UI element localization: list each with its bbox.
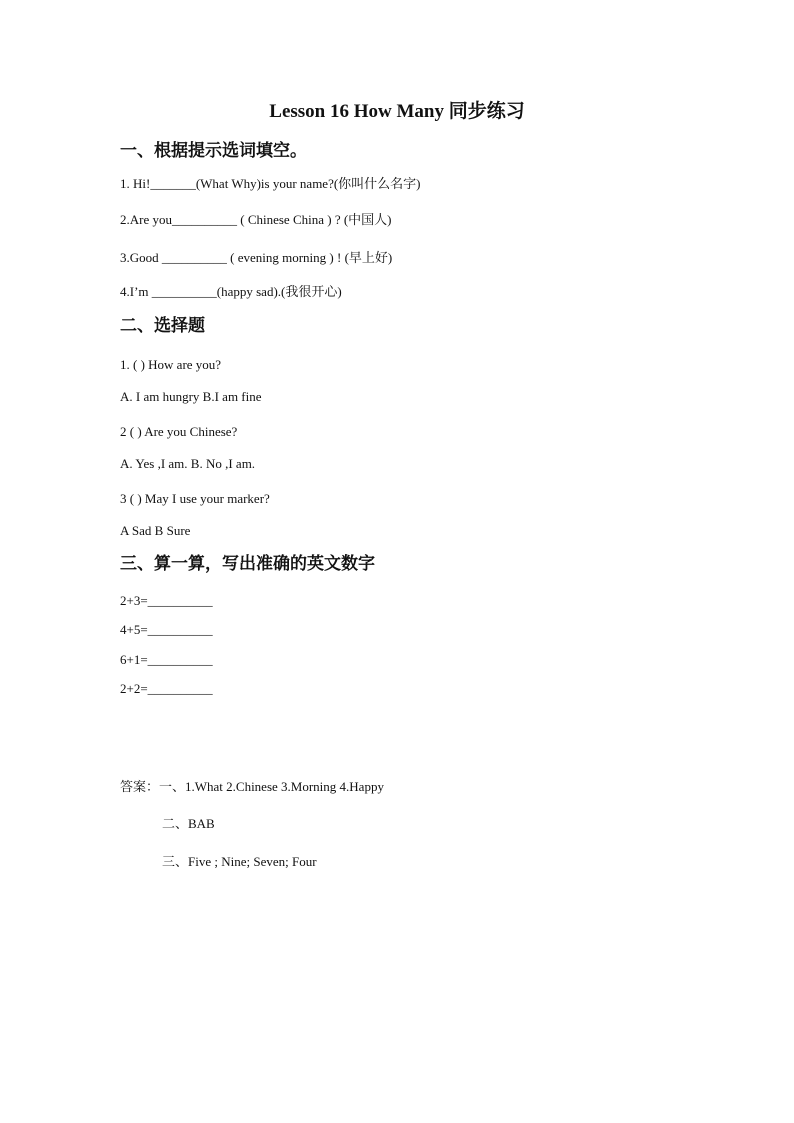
question-1-4: 4.I’m __________(happy sad).(我很开心) xyxy=(120,284,342,299)
question-1-2: 2.Are you__________ ( Chinese China ) ? (中国人) xyxy=(120,212,392,227)
answer-line-2: 二、BAB xyxy=(162,816,215,831)
answer-line-3: 三、Five ; Nine; Seven; Four xyxy=(162,854,317,869)
page-title: Lesson 16 How Many 同步练习 xyxy=(269,101,525,122)
math-3: 6+1=__________ xyxy=(120,652,213,667)
question-2-1-options: A. I am hungry B.I am fine xyxy=(120,389,262,404)
section-2-heading: 二、选择题 xyxy=(120,316,205,335)
section-3-heading: 三、算一算，写出准确的英文数字 xyxy=(120,554,375,573)
math-2: 4+5=__________ xyxy=(120,622,213,637)
question-2-1: 1. ( ) How are you? xyxy=(120,357,222,372)
question-2-3: 3 ( ) May I use your marker? xyxy=(120,491,270,506)
math-4: 2+2=__________ xyxy=(120,681,213,696)
question-2-2: 2 ( ) Are you Chinese? xyxy=(120,424,238,439)
answer-line-1: 答案：一、1.What 2.Chinese 3.Morning 4.Happy xyxy=(120,779,384,794)
math-1: 2+3=__________ xyxy=(120,593,213,608)
question-2-3-options: A Sad B Sure xyxy=(120,523,191,538)
question-1-1: 1. Hi!_______(What Why)is your name?(你叫什么名字) xyxy=(120,176,421,191)
question-2-2-options: A. Yes ,I am. B. No ,I am. xyxy=(120,456,256,471)
question-1-3: 3.Good __________ ( evening morning ) ! (早上好) xyxy=(120,250,393,265)
section-1-heading: 一、根据提示选词填空。 xyxy=(120,141,307,160)
